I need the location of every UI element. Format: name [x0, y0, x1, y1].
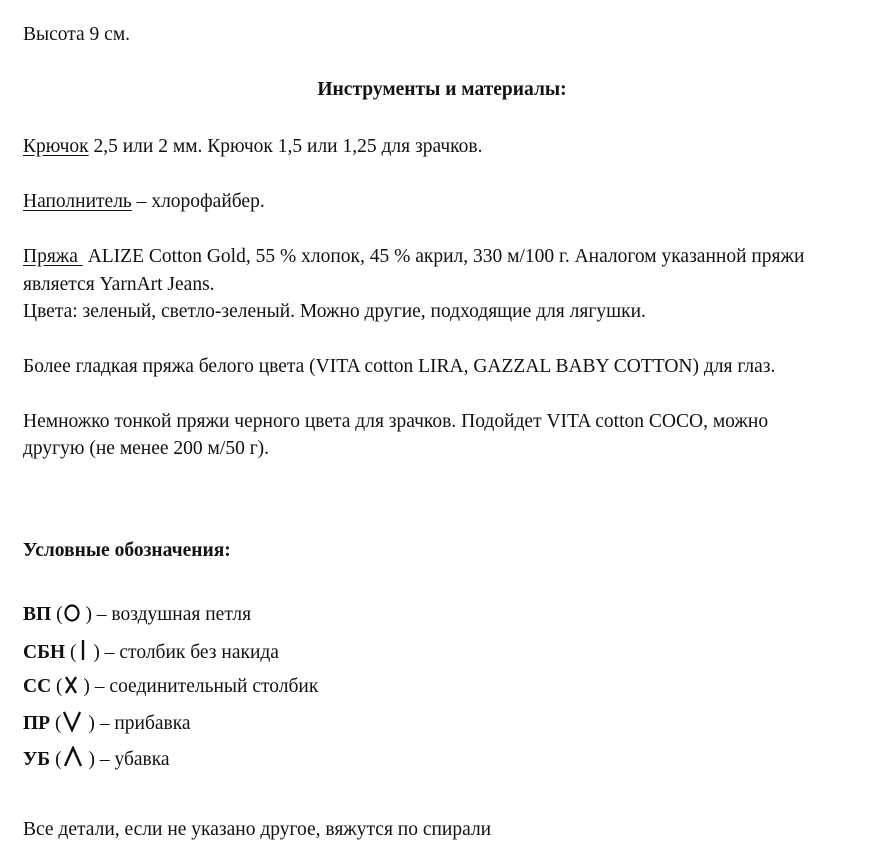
legend-item: СБН ( ) – столбик без накида	[23, 639, 279, 665]
legend-abbr: ВП	[23, 604, 52, 625]
vertical-bar-icon	[77, 639, 89, 661]
filler-label: Наполнитель	[23, 191, 132, 212]
legend-item: СС ( ) – соединительный столбик	[23, 676, 319, 697]
black-yarn-line-1: Немножко тонкой пряжи черного цвета для зрачков. Подойдет VITA cotton COCO, можно	[23, 411, 769, 432]
hook-line	[23, 135, 482, 159]
yarn-line-1	[23, 245, 804, 269]
yarn-colors: Цвета: зеленый, светло-зеленый. Можно другие, подходящие для лягушки.	[23, 301, 646, 322]
yarn-text: ALIZE Cotton Gold, 55 % хлопок, 45 % акрил, 330 м/100 г. Аналогом указанной пряжи	[82, 246, 805, 267]
legend-desc: ) – соединительный столбик	[78, 676, 319, 697]
x-mark-icon	[63, 675, 79, 695]
yarn-line-2: является YarnArt Jeans.	[23, 274, 215, 295]
black-yarn-line-2: другую (не менее 200 м/50 г).	[23, 438, 270, 459]
white-yarn-line: Более гладкая пряжа белого цвета (VITA cotton LIRA, GAZZAL BABY COTTON) для глаз.	[23, 356, 776, 377]
legend-abbr: УБ	[23, 749, 51, 770]
hook-label: Крючок	[23, 136, 89, 157]
legend-abbr: СБН	[23, 642, 66, 663]
yarn-label: Пряжа	[23, 246, 83, 267]
legend-desc: ) – убавка	[83, 749, 170, 770]
legend-heading: Условные обозначения:	[23, 540, 231, 561]
spiral-note: Все детали, если не указано другое, вяжутся по спирали	[23, 819, 492, 840]
hook-text: 2,5 или 2 мм. Крючок 1,5 или 1,25 для зрачков.	[88, 136, 483, 157]
legend-item: ВП ( ) – воздушная петля	[23, 604, 252, 625]
circle-icon	[63, 603, 81, 623]
height-line: Высота 9 см.	[23, 24, 131, 45]
legend-desc: ) – воздушная петля	[80, 604, 252, 625]
tools-heading: Инструменты и материалы:	[317, 79, 567, 100]
filler-line	[23, 190, 265, 214]
wedge-icon	[62, 746, 84, 768]
legend-abbr: ПР	[23, 713, 51, 734]
legend-desc: ) – прибавка	[83, 713, 191, 734]
v-shape-icon	[61, 710, 83, 732]
legend-desc: ) – столбик без накида	[88, 642, 279, 663]
filler-text: – хлорофайбер.	[131, 191, 265, 212]
legend-abbr: СС	[23, 676, 52, 697]
legend-item: УБ ( ) – убавка	[23, 746, 170, 772]
legend-item: ПР ( ) – прибавка	[23, 710, 191, 736]
